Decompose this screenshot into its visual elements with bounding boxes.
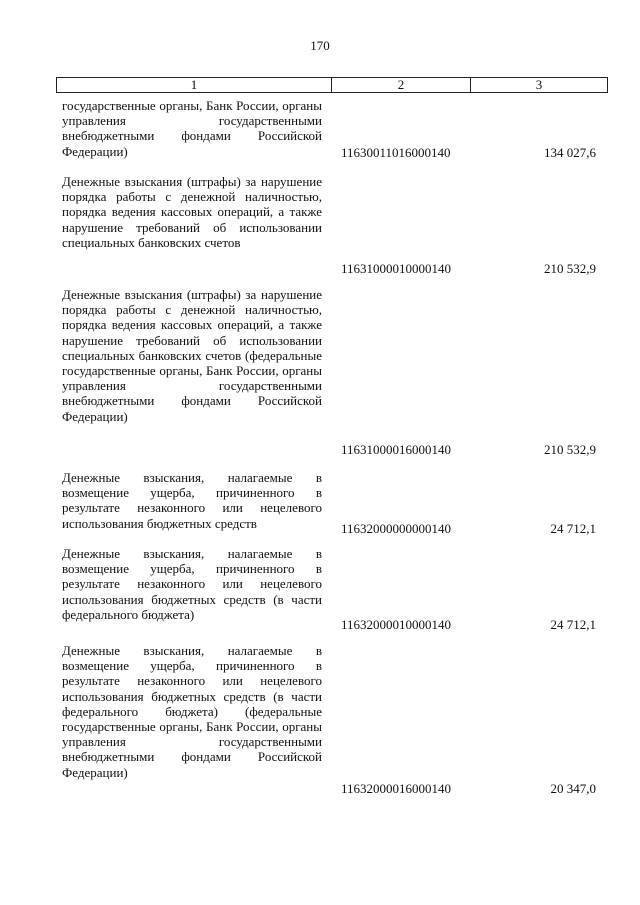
table-row: [0, 287, 640, 462]
row-description: Денежные взыскания, налагаемые в возмещение ущерба, причиненного в результате незаконного или нецелевого использования бюджетных средств (в части федерального бюджета) (федеральные государственные органы, Банк России, органы управления государственными внебюджетными фондами Российской Федерации): [62, 643, 322, 780]
row-amount: 20 347,0: [550, 781, 596, 796]
row-code: 11632000000000140: [341, 521, 452, 536]
table-row: [0, 470, 640, 538]
column-header-2: 2: [332, 78, 471, 92]
page-number: 170: [310, 38, 330, 53]
table-row: [0, 546, 640, 636]
row-description: Денежные взыскания (штрафы) за нарушение порядка работы с денежной наличностью, порядка ведения кассовых операций, а также нарушение требований об использовании специальных банковских счетов (федеральные государственные органы, Банк России, органы управления государственными внебюджетными фондами Российской Федерации): [62, 287, 322, 424]
row-code: 11631000016000140: [341, 442, 452, 457]
column-header-1: 1: [57, 78, 332, 92]
row-code: 11631000010000140: [341, 261, 452, 276]
table-row: [0, 643, 640, 803]
row-description: государственные органы, Банк России, органы управления государственными внебюджетными фондами Российской Федерации): [62, 98, 322, 159]
table-row: [0, 174, 640, 279]
row-description: Денежные взыскания, налагаемые в возмещение ущерба, причиненного в результате незаконного или нецелевого использования бюджетных средств (в части федерального бюджета): [62, 546, 322, 622]
row-description: Денежные взыскания (штрафы) за нарушение порядка работы с денежной наличностью, порядка ведения кассовых операций, а также нарушение требований об использовании специальных банковских счетов: [62, 174, 322, 250]
row-amount: 210 532,9: [544, 442, 596, 457]
row-code: 11630011016000140: [341, 145, 451, 160]
row-code: 11632000010000140: [341, 617, 452, 632]
row-amount: 134 027,6: [544, 145, 596, 160]
column-header-3: 3: [535, 77, 543, 92]
row-code: 11632000016000140: [341, 781, 452, 796]
table-header: [56, 77, 608, 93]
row-amount: 24 712,1: [550, 617, 596, 632]
row-description: Денежные взыскания, налагаемые в возмещение ущерба, причиненного в результате незаконного или нецелевого использования бюджетных средств: [62, 470, 322, 531]
table-row: [0, 98, 640, 168]
row-amount: 210 532,9: [544, 261, 596, 276]
row-amount: 24 712,1: [550, 521, 596, 536]
